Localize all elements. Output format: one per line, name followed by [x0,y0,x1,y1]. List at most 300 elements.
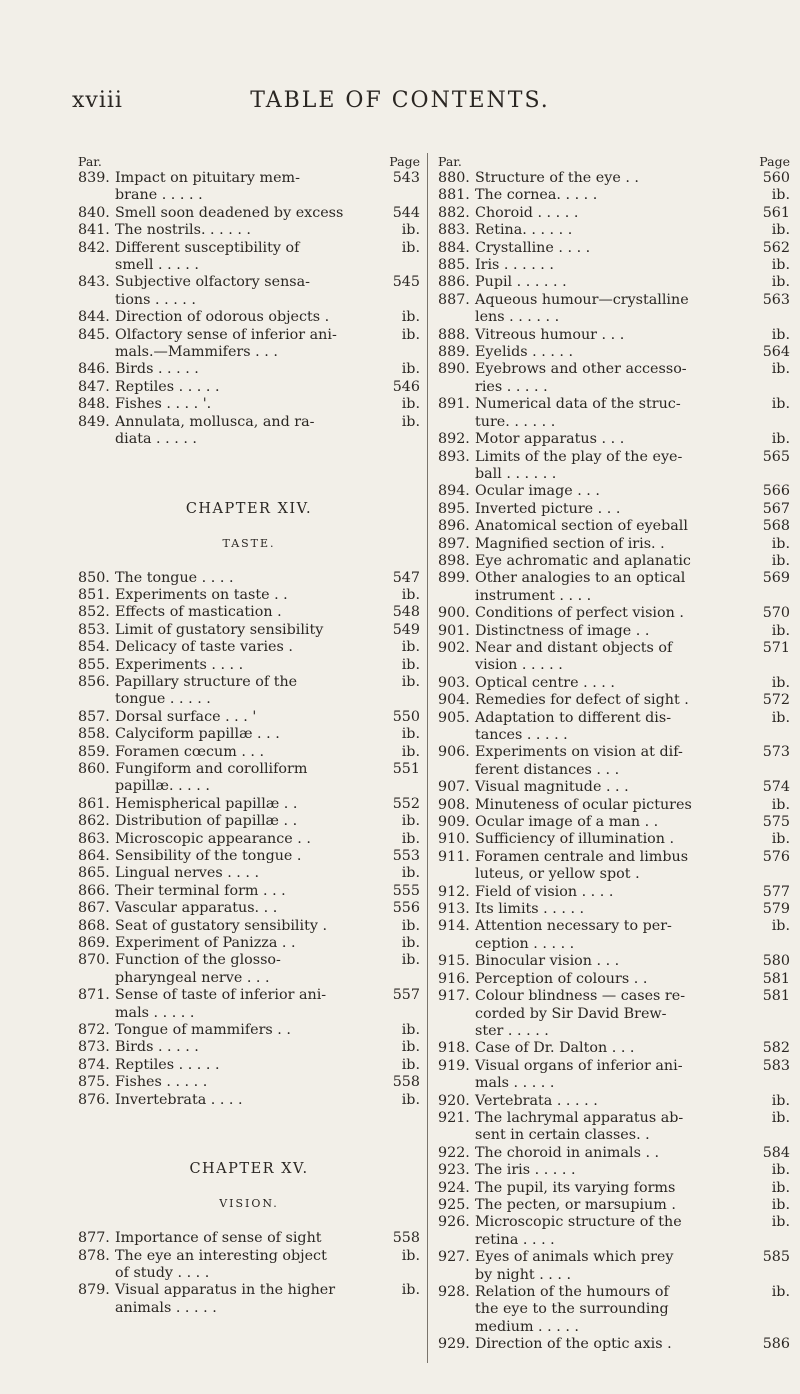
page-ref: ib. [401,361,420,378]
toc-entry [438,536,790,553]
toc-entry [78,674,420,709]
page-ref: 583 [762,1057,790,1074]
toc-entry [438,257,790,274]
right-column-header [438,154,790,170]
entry-title [475,605,790,622]
toc-entry [438,1040,790,1057]
page-ref: 549 [392,621,420,638]
paragraph-number: 871. [78,987,110,1004]
toc-entry [438,1093,790,1110]
toc-entry [438,675,790,692]
page-ref: ib. [771,709,790,726]
left-column-header [78,154,420,170]
paragraph-number: 882. [438,204,470,221]
toc-entry [78,1230,420,1247]
entry-title [475,884,790,901]
entry-title [475,1058,790,1093]
toc-entry [438,1214,790,1249]
page-ref: 580 [762,953,790,970]
entry-text: Other analogies to an optical instrument . . . . [475,570,686,604]
page-ref: ib. [401,865,420,882]
paragraph-number: 872. [78,1022,110,1039]
entry-text: Remedies for defect of sight . [475,692,689,709]
paragraph-number: 899. [438,570,470,587]
toc-entry [438,501,790,518]
page-label: Page [759,154,790,169]
paragraph-number: 926. [438,1214,470,1231]
paragraph-number: 924. [438,1179,470,1196]
entry-text: Its limits . . . . . [475,901,585,918]
page-ref: 579 [762,901,790,918]
toc-entry [78,883,420,900]
paragraph-number: 914. [438,918,470,935]
paragraph-number: 861. [78,795,110,812]
page-ref: 586 [762,1336,790,1353]
toc-entry [438,744,790,779]
page-ref: 546 [392,378,420,395]
entry-title [475,1180,790,1197]
paragraph-number: 893. [438,448,470,465]
paragraph-number: 928. [438,1284,470,1300]
page-ref: 558 [392,1074,420,1091]
page-ref: 563 [762,291,790,308]
entry-title [115,361,420,378]
entry-text: Field of vision . . . . [475,883,614,900]
entry-text: The cornea. . . . . [475,187,598,204]
entry-text: Reptiles . . . . . [115,1056,220,1073]
entry-text: Anatomical section of eyeball [475,518,688,535]
page-ref: ib. [401,639,420,656]
paragraph-number: 906. [438,744,470,761]
entry-title [475,1145,790,1162]
entry-title [475,710,790,745]
paragraph-number: 921. [438,1109,470,1126]
toc-entry [78,918,420,935]
paragraph-number: 845. [78,326,110,343]
page-ref: 585 [762,1249,790,1266]
paragraph-number: 908. [438,796,470,813]
entry-title [115,1057,420,1074]
paragraph-number: 867. [78,900,110,917]
toc-entry [78,987,420,1022]
page-ref: ib. [401,935,420,952]
toc-entry [438,1336,790,1353]
paragraph-number: 898. [438,552,470,569]
page-ref: 564 [762,344,790,361]
entry-title [115,865,420,882]
page-ref: ib. [771,1092,790,1109]
toc-entry [78,379,420,396]
paragraph-number: 860. [78,760,110,777]
entry-title [115,744,420,761]
toc-entry [438,918,790,953]
entry-title [115,709,420,726]
toc-entry [78,900,420,917]
page-ref: ib. [401,743,420,760]
paragraph-number: 850. [78,569,110,586]
toc-entry [438,849,790,884]
page-ref: ib. [401,413,420,430]
entry-title [475,396,790,431]
entry-text: Retina. . . . . . [475,222,573,239]
page-ref: ib. [771,431,790,448]
entry-text: Relation of the humours of the eye to the surrounding medium . . . . . [475,1284,669,1335]
entry-title [475,1162,790,1179]
page-ref: 565 [762,448,790,465]
page-ref: ib. [401,1039,420,1056]
entry-text: Distribution of papillæ . . [115,813,298,830]
page-ref: 575 [762,814,790,831]
page-ref: 584 [762,1144,790,1161]
toc-entry [438,570,790,605]
page-ref: ib. [771,274,790,291]
left-column [78,154,420,1317]
paragraph-number: 889. [438,344,470,361]
entry-title [475,257,790,274]
entry-text: Different susceptibility of smell . . . . . [115,239,300,274]
entry-title [475,292,790,327]
entry-title [115,414,420,449]
toc-entry [438,222,790,239]
paragraph-number: 854. [78,639,110,656]
toc-entry [438,344,790,361]
paragraph-number: 894. [438,483,470,500]
entry-title [475,744,790,779]
toc-entry [78,274,420,309]
entry-title [475,814,790,831]
page-number: xviii [72,88,123,113]
par-label: Par. [78,154,102,169]
page-ref: ib. [771,222,790,239]
toc-entry [78,205,420,222]
entry-title [475,205,790,222]
toc-entry [78,865,420,882]
page-ref: 543 [392,170,420,186]
toc-entry [438,483,790,500]
toc-entry [78,639,420,656]
entry-text: Experiment of Panizza . . [115,935,296,952]
page-ref: 568 [762,518,790,535]
entry-text: Perception of colours . . [475,970,648,987]
entry-text: Lingual nerves . . . . [115,865,260,882]
entry-title [475,1336,790,1353]
paragraph-number: 873. [78,1039,110,1056]
toc-entry [438,988,790,1040]
paragraph-number: 902. [438,639,470,656]
entry-text: Direction of odorous objects . [115,309,330,326]
toc-entry [438,361,790,396]
entry-text: Experiments on taste . . [115,586,288,603]
paragraph-number: 886. [438,274,470,291]
toc-entry [438,449,790,484]
page-ref: ib. [401,1282,420,1299]
entry-text: Calyciform papillæ . . . [115,726,280,743]
page-ref: ib. [771,552,790,569]
page-ref: 570 [762,605,790,622]
paragraph-number: 929. [438,1336,470,1353]
entry-title [115,222,420,239]
toc-entry [438,1162,790,1179]
entry-title [115,327,420,362]
paragraph-number: 878. [78,1247,110,1264]
toc-entry [78,222,420,239]
page-ref: 560 [762,170,790,186]
entry-title [475,187,790,204]
entry-text: Magnified section of iris. . [475,535,665,552]
entry-text: Birds . . . . . [115,361,199,378]
entry-title [475,344,790,361]
entry-text: Annulata, mollusca, and ra- diata . . . . . [115,413,315,448]
entry-text: Eye achromatic and aplanatic [475,552,691,569]
entry-text: Hemispherical papillæ . . [115,795,298,812]
entry-title [475,1249,790,1284]
toc-entry [438,1180,790,1197]
toc-entry [438,953,790,970]
page-ref: 551 [392,760,420,777]
paragraph-number: 858. [78,726,110,743]
toc-entry [78,622,420,639]
entry-title [475,431,790,448]
entry-text: Visual apparatus in the higher animals . . . . . [115,1282,336,1316]
paragraph-number: 879. [78,1282,110,1299]
toc-entry [438,170,790,187]
page-ref: 556 [392,900,420,917]
page-ref: ib. [771,361,790,378]
entry-title [115,379,420,396]
entry-title [475,971,790,988]
page-ref: 545 [392,274,420,291]
entry-text: The eye an interesting object of study . . . . [115,1247,327,1281]
entry-text: Microscopic appearance . . [115,830,311,847]
paragraph-number: 856. [78,673,110,690]
page-ref: 558 [392,1230,420,1247]
entry-title [115,274,420,309]
entry-title [115,1022,420,1039]
toc-entry [438,884,790,901]
entry-title [115,309,420,326]
toc-entry [78,1074,420,1091]
paragraph-number: 900. [438,605,470,622]
entry-title [115,622,420,639]
paragraph-number: 865. [78,865,110,882]
page-ref: 569 [762,570,790,587]
toc-entry [78,587,420,604]
page-ref: ib. [771,622,790,639]
column-divider [427,153,428,1363]
page-ref: 553 [392,848,420,864]
entry-title [115,883,420,900]
section-heading-taste: TASTE. [222,536,276,550]
toc-entry [78,1057,420,1074]
toc-entry [78,414,420,449]
page-ref: 547 [392,569,420,586]
page-ref: 566 [762,483,790,500]
toc-entry [78,604,420,621]
toc-entry [438,1058,790,1093]
paragraph-number: 909. [438,814,470,831]
entry-text: Ocular image . . . [475,483,600,500]
paragraph-number: 892. [438,431,470,448]
toc-entry [438,605,790,622]
page-label: Page [389,154,420,169]
entry-text: The pupil, its varying forms [475,1179,676,1196]
page-ref: 567 [762,500,790,517]
toc-entry [78,761,420,796]
entry-title [475,449,790,484]
entry-text: Visual magnitude . . . [475,779,629,796]
toc-entry [78,1248,420,1283]
page-ref: 550 [392,708,420,725]
toc-entry [438,814,790,831]
paragraph-number: 896. [438,518,470,535]
entry-list-vision-continued [438,170,790,1354]
paragraph-number: 868. [78,917,110,934]
page-ref: ib. [401,222,420,239]
entry-title [115,726,420,743]
entry-title [475,779,790,796]
entry-text: The lachrymal apparatus ab- sent in certain classes. . [475,1109,684,1144]
entry-title [475,953,790,970]
page-ref: 577 [762,883,790,900]
entry-text: The nostrils. . . . . . [115,222,251,239]
entry-title [475,1040,790,1057]
entry-text: The tongue . . . . [115,569,234,586]
toc-entry [438,187,790,204]
toc-entry [438,692,790,709]
paragraph-number: 901. [438,622,470,639]
toc-entry [438,396,790,431]
entry-title [475,1093,790,1110]
entry-title [115,604,420,621]
page-ref: ib. [771,796,790,813]
entry-text: Limits of the play of the eye- ball . . . . . . [475,448,683,482]
page-ref: 574 [762,779,790,796]
entry-list-taste [78,570,420,1110]
page-ref: ib. [401,1022,420,1039]
entry-text: Function of the glosso- pharyngeal nerve . . . [115,952,281,986]
paragraph-number: 922. [438,1144,470,1161]
entry-text: Motor apparatus . . . [475,431,625,448]
entry-title [475,918,790,953]
toc-entry [438,640,790,675]
entry-title [475,1284,790,1336]
toc-entry [438,274,790,291]
toc-entry [78,935,420,952]
entry-text: Eyelids . . . . . [475,344,574,361]
paragraph-number: 855. [78,656,110,673]
paragraph-number: 841. [78,222,110,239]
paragraph-number: 864. [78,848,110,864]
paragraph-number: 917. [438,988,470,1005]
paragraph-number: 904. [438,692,470,709]
entry-title [115,639,420,656]
toc-entry [438,1110,790,1145]
entry-title [475,501,790,518]
entry-text: Reptiles . . . . . [115,378,220,395]
entry-title [475,553,790,570]
toc-entry [438,779,790,796]
toc-entry [438,327,790,344]
entry-text: Limit of gustatory sensibility [115,621,324,638]
toc-entry [78,952,420,987]
page-ref: ib. [401,726,420,743]
entry-title [475,222,790,239]
entry-text: Effects of mastication . [115,604,282,621]
page-ref: 548 [392,604,420,621]
entry-title [475,675,790,692]
paragraph-number: 875. [78,1074,110,1091]
paragraph-number: 925. [438,1196,470,1213]
toc-entry [438,431,790,448]
toc-entry [78,744,420,761]
entry-text: Microscopic structure of the retina . . . . [475,1214,682,1248]
entry-title [475,1110,790,1145]
entry-text: Distinctness of image . . [475,622,650,639]
page-ref: 581 [762,970,790,987]
toc-entry [438,1145,790,1162]
entry-title [115,900,420,917]
entry-text: Adaptation to different dis- tances . . . . . [475,709,672,743]
paragraph-number: 915. [438,953,470,970]
toc-entry [438,1197,790,1214]
paragraph-number: 905. [438,709,470,726]
paragraph-number: 852. [78,604,110,621]
entry-text: Ocular image of a man . . [475,814,659,831]
entry-text: Their terminal form . . . [115,882,286,899]
paragraph-number: 911. [438,848,470,865]
page-ref: 552 [392,795,420,812]
entry-title [115,240,420,275]
entry-text: Sufficiency of illumination . [475,831,675,848]
paragraph-number: 918. [438,1040,470,1057]
entry-text: Pupil . . . . . . [475,274,567,291]
entry-title [475,623,790,640]
entry-title [475,640,790,675]
entry-text: Vertebrata . . . . . [475,1092,598,1109]
page-ref: ib. [771,1109,790,1126]
entry-title [475,240,790,257]
toc-entry [438,901,790,918]
entry-text: Vascular apparatus. . . [115,900,278,917]
paragraph-number: 903. [438,674,470,691]
paragraph-number: 844. [78,309,110,326]
paragraph-number: 857. [78,708,110,725]
entry-text: Seat of gustatory sensibility . [115,917,327,934]
entry-text: Tongue of mammifers . . [115,1022,291,1039]
entry-text: Near and distant objects of vision . . . . . [475,639,673,674]
toc-entry [78,657,420,674]
toc-entry [438,623,790,640]
paragraph-number: 907. [438,779,470,796]
entry-title [475,327,790,344]
paragraph-number: 848. [78,396,110,413]
entry-text: Fungiform and corolliform papillæ. . . . . [115,760,308,795]
page-ref: ib. [401,326,420,343]
page-ref: ib. [771,187,790,204]
entry-title [475,849,790,884]
page-ref: ib. [401,586,420,603]
entry-text: Fishes . . . . '. [115,396,212,413]
page-ref: 562 [762,239,790,256]
entry-text: Iris . . . . . . [475,257,554,274]
paragraph-number: 880. [438,170,470,186]
paragraph-number: 853. [78,621,110,638]
entry-title [475,274,790,291]
entry-text: Inverted picture . . . [475,500,621,517]
entry-title [115,952,420,987]
entry-text: Delicacy of taste varies . [115,639,293,656]
page-ref: ib. [771,1162,790,1179]
